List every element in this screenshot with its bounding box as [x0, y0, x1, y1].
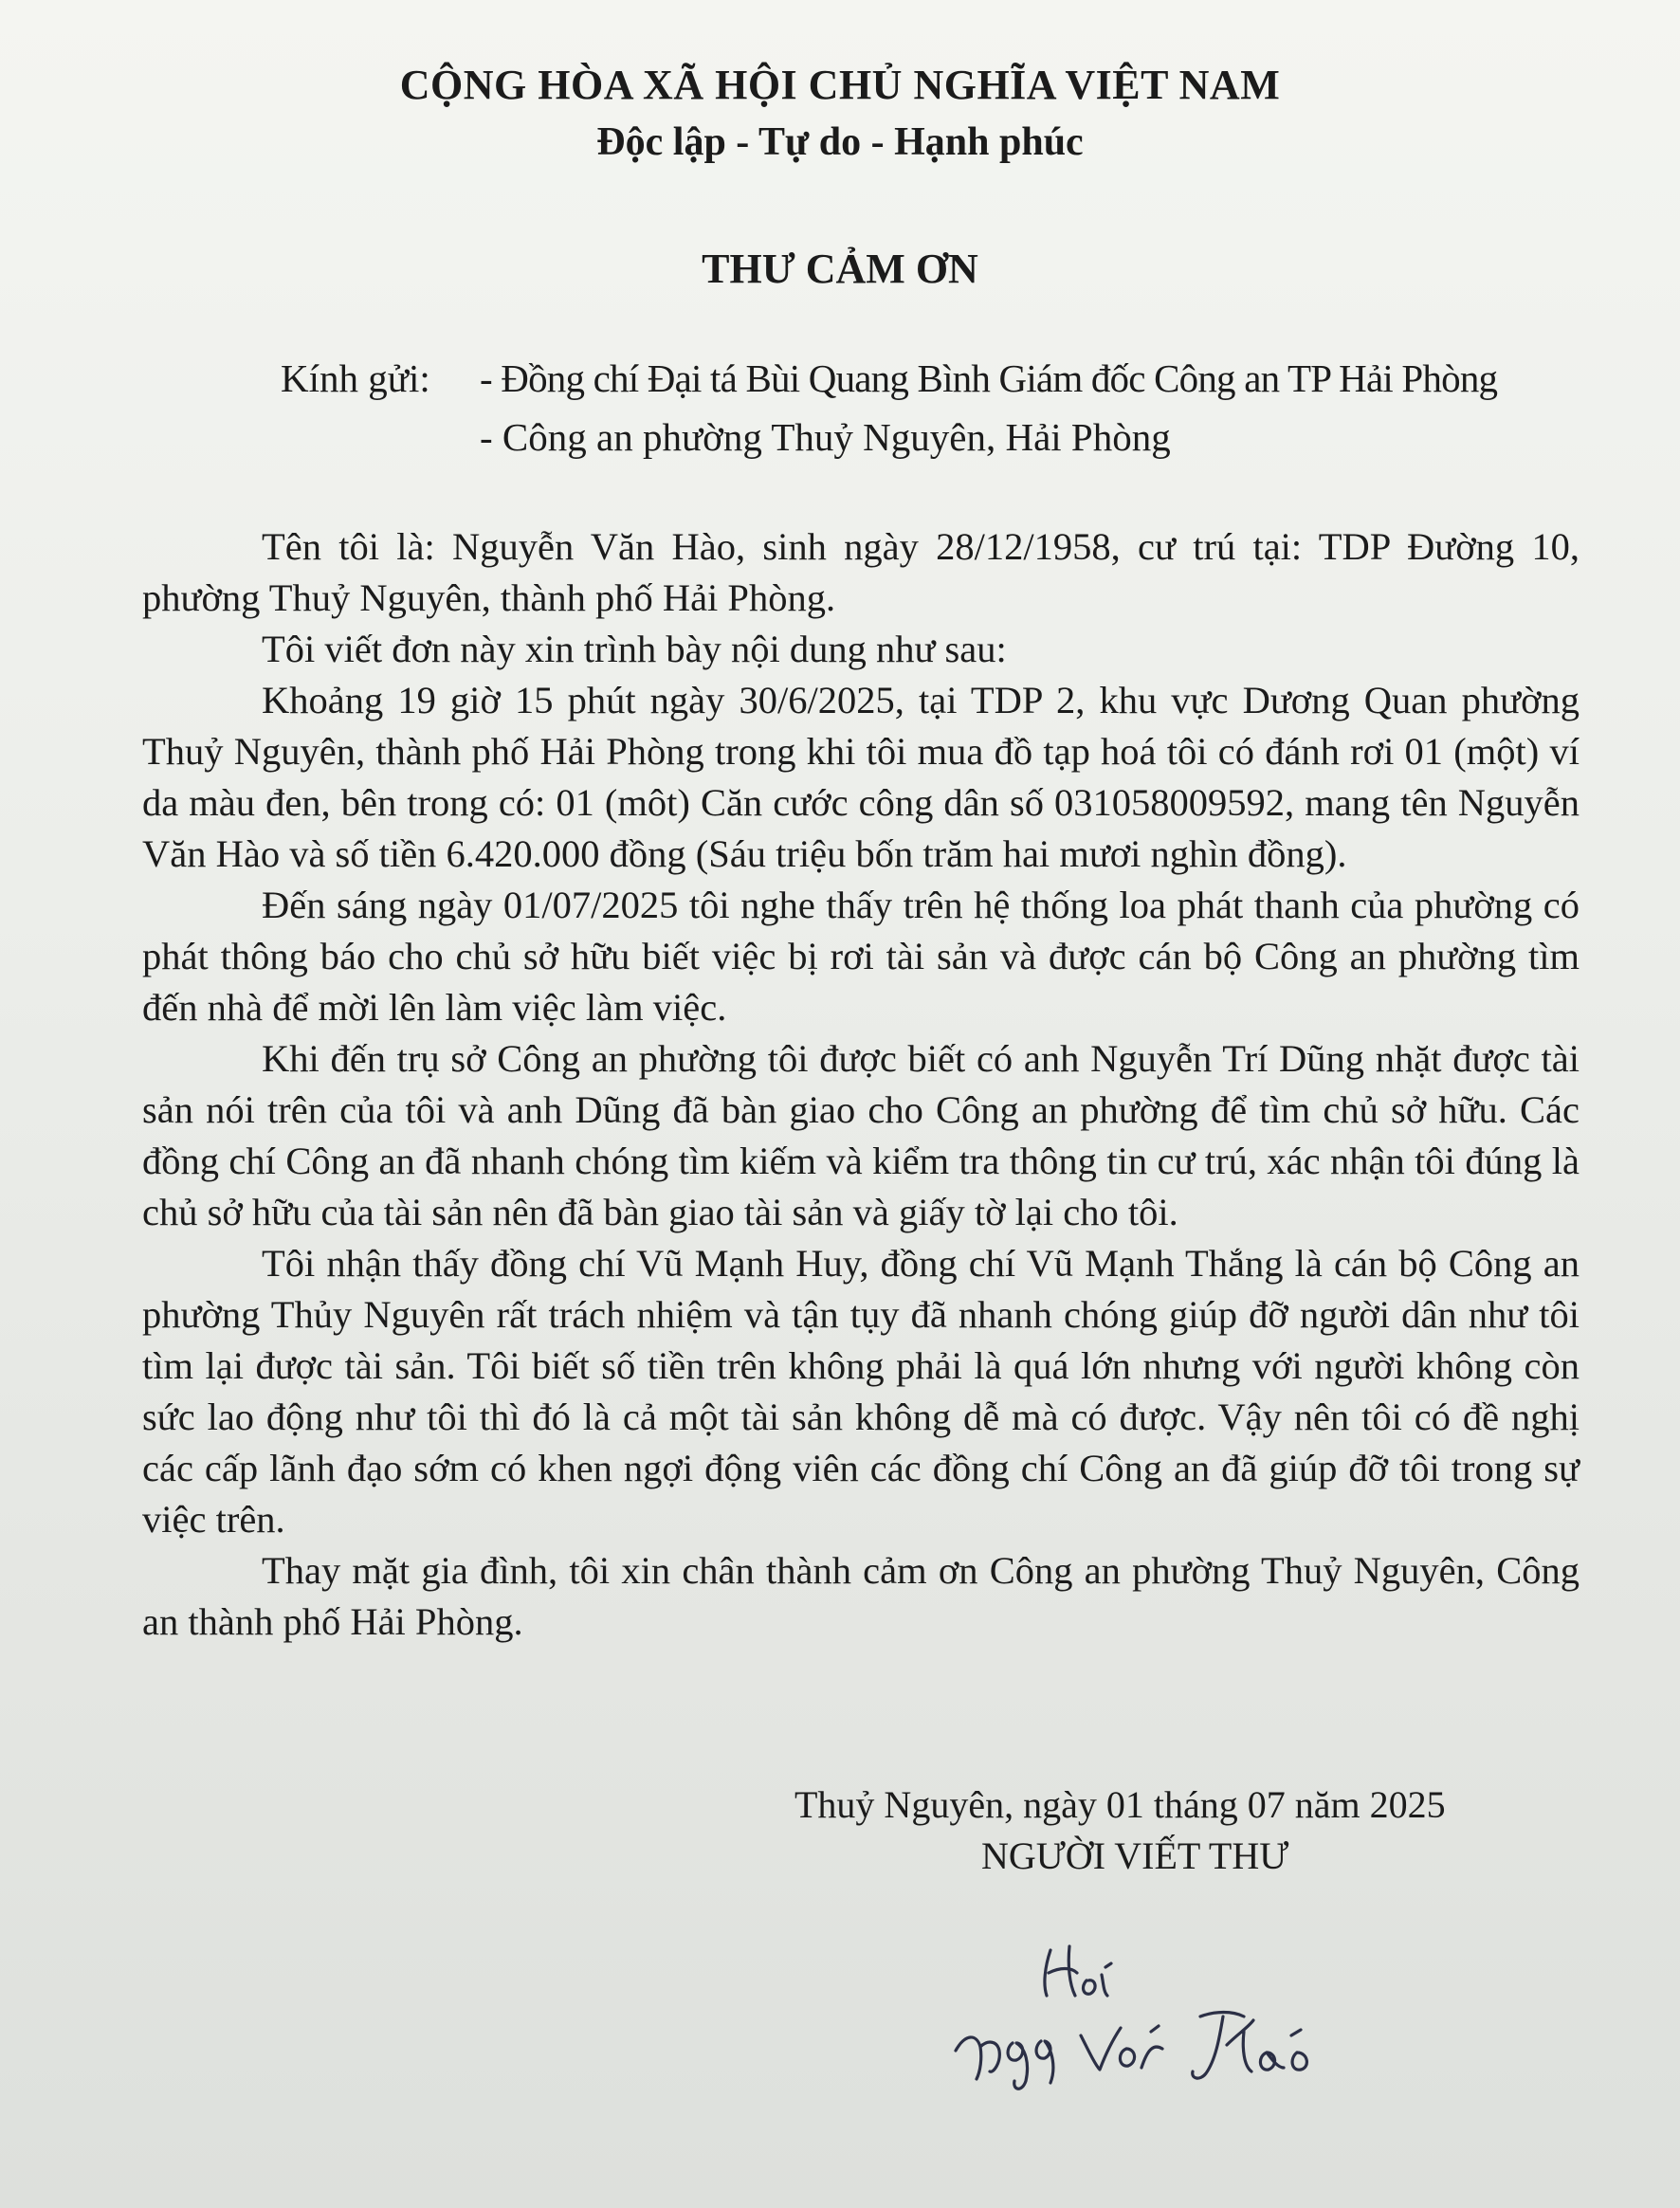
date-place: Thuỷ Nguyên, ngày 01 tháng 07 năm 2025 — [794, 1783, 1446, 1826]
recipient-line: - Công an phường Thuỷ Nguyên, Hải Phòng — [480, 415, 1171, 459]
recipient-label: Kính gửi: — [281, 356, 430, 400]
signer-title: NGƯỜI VIẾT THƯ — [981, 1834, 1289, 1877]
body-paragraph: Thay mặt gia đình, tôi xin chân thành cảm ơn Công an phường Thuỷ Nguyên, Công an thành phố Hải Phòng. — [142, 1549, 1580, 1643]
letter-body — [142, 521, 1580, 1648]
recipient-line: - Đồng chí Đại tá Bùi Quang Bình Giám đốc Công an TP Hải Phòng — [480, 356, 1498, 400]
body-paragraph: Khoảng 19 giờ 15 phút ngày 30/6/2025, tại TDP 2, khu vực Dương Quan phường Thuỷ Nguyên, thành phố Hải Phòng trong khi tôi mua đồ tạp hoá tôi có đánh rơi 01 (một) ví da màu đen, bên trong có: 01 (môt) Căn cước công dân số 031058009592, mang tên Nguyễn Văn Hào và số tiền 6.420.000 đồng (Sáu triệu bốn trăm hai mươi nghìn đồng). — [142, 679, 1580, 875]
letter-title: THƯ CẢM ƠN — [702, 246, 978, 292]
body-paragraph: Đến sáng ngày 01/07/2025 tôi nghe thấy trên hệ thống loa phát thanh của phường có phát thông báo cho chủ sở hữu biết việc bị rơi tài sản và được cán bộ Công an phường tìm đến nhà để mời lên làm việc làm việc. — [142, 884, 1580, 1029]
body-paragraph: Tôi viết đơn này xin trình bày nội dung như sau: — [262, 628, 1007, 670]
body-paragraph: Khi đến trụ sở Công an phường tôi được biết có anh Nguyễn Trí Dũng nhặt được tài sản nói trên của tôi và anh Dũng đã bàn giao cho Công an phường để tìm chủ sở hữu. Các đồng chí Công an đã nhanh chóng tìm kiếm và kiểm tra thông tin cư trú, xác nhận tôi đúng là chủ sở hữu của tài sản nên đã bàn giao tài sản và giấy tờ lại cho tôi. — [142, 1037, 1580, 1233]
body-paragraph: Tên tôi là: Nguyễn Văn Hào, sinh ngày 28/12/1958, cư trú tại: TDP Đường 10, phường Thuỷ Nguyên, thành phố Hải Phòng. — [142, 525, 1580, 619]
body-paragraph: Tôi nhận thấy đồng chí Vũ Mạnh Huy, đồng chí Vũ Mạnh Thắng là cán bộ Công an phường Thủy Nguyên rất trách nhiệm và tận tụy đã nhanh chóng giúp đỡ người dân như tôi tìm lại được tài sản. Tôi biết số tiền trên không phải là quá lớn nhưng với người không còn sức lao động như tôi thì đó là cả một tài sản không dễ mà có được. Vậy nên tôi có đề nghị các cấp lãnh đạo sớm có khen ngợi động viên các đồng chí Công an đã giúp đỡ tôi trong sự việc trên. — [142, 1242, 1580, 1541]
handwritten-signature — [939, 1929, 1413, 2109]
national-name: CỘNG HÒA XÃ HỘI CHỦ NGHĨA VIỆT NAM — [399, 62, 1281, 108]
national-motto: Độc lập - Tự do - Hạnh phúc — [596, 120, 1084, 164]
